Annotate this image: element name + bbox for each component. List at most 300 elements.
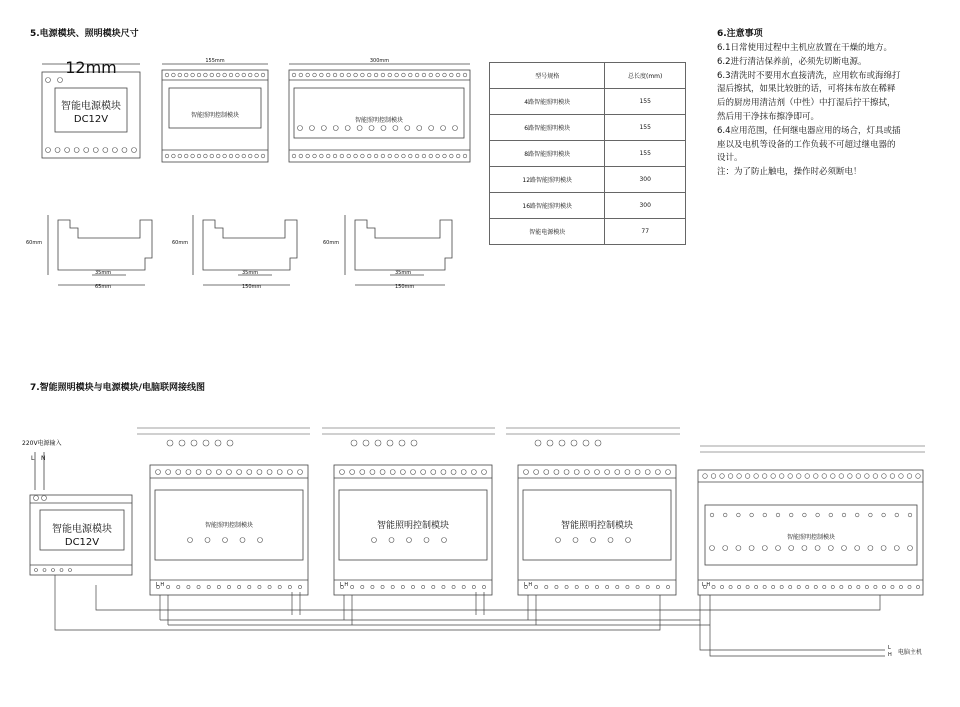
column-header: 型号规格	[490, 63, 605, 89]
table-cell: 12路智能照明模块	[490, 167, 605, 193]
terminal-screw	[374, 154, 378, 158]
terminal-screw	[881, 546, 886, 551]
terminal-screw	[372, 538, 377, 543]
terminal-screw	[367, 73, 371, 77]
terminal-screw	[236, 154, 240, 158]
height-dim: 60mm	[26, 240, 43, 246]
terminal-screw	[402, 73, 406, 77]
dim-label: 300mm	[369, 58, 390, 64]
wiring-module-3-label: 智能照明控制模块	[560, 521, 633, 531]
terminal-screw	[351, 585, 354, 588]
lighting-large-label: 智能照明控制模块	[354, 117, 403, 124]
terminal-screw	[755, 585, 758, 588]
terminal-screw	[74, 148, 79, 153]
table-cell: 155	[605, 89, 686, 115]
terminal-screw	[450, 154, 454, 158]
terminal-screw	[347, 154, 351, 158]
terminal-screw	[255, 73, 259, 77]
terminal-screw	[387, 440, 393, 446]
terminal-screw	[436, 73, 440, 77]
terminal-screw	[210, 154, 214, 158]
terminal-screw	[890, 474, 895, 479]
terminal-screw	[874, 585, 877, 588]
terminal-screw	[395, 154, 399, 158]
terminal-screw	[156, 470, 161, 475]
terminal-screw	[35, 569, 38, 572]
bus-label: L H	[156, 582, 165, 588]
terminal-screw	[178, 73, 182, 77]
terminal-screw	[172, 73, 176, 77]
terminal-screw	[340, 470, 345, 475]
terminal-screw	[422, 154, 426, 158]
terminal-screw	[242, 73, 246, 77]
section7-title: 7.智能照明模块与电源模块/电脑联网接线图	[30, 383, 205, 393]
terminal-screw	[595, 585, 598, 588]
terminal-screw	[482, 585, 485, 588]
dim-label: 155mm	[205, 58, 225, 64]
terminal-screw	[333, 154, 337, 158]
dim-label: 12mm	[65, 58, 117, 77]
terminal-screw	[411, 585, 414, 588]
terminal-screw	[34, 496, 39, 501]
terminal-screw	[248, 585, 251, 588]
terminal-screw	[292, 154, 296, 158]
terminal-screw	[354, 154, 358, 158]
terminal-screw	[608, 538, 613, 543]
terminal-screw	[789, 546, 794, 551]
terminal-screw	[179, 440, 185, 446]
section6-title: 6.注意事项	[717, 29, 763, 39]
terminal-screw	[456, 73, 460, 77]
terminal-screw	[207, 585, 210, 588]
terminal-screw	[571, 440, 577, 446]
terminal-screw	[306, 154, 310, 158]
terminal-screw	[298, 470, 303, 475]
terminal-screw	[237, 470, 242, 475]
terminal-screw	[442, 585, 445, 588]
power-module-label	[55, 100, 127, 126]
terminal-screw	[471, 470, 476, 475]
terminal-screw	[261, 154, 265, 158]
terminal-screw	[856, 474, 861, 479]
terminal-screw	[205, 538, 210, 543]
terminal-screw	[882, 585, 885, 588]
terminal-screw	[176, 470, 181, 475]
terminal-screw	[223, 73, 227, 77]
terminal-screw	[575, 585, 578, 588]
terminal-screw	[779, 474, 784, 479]
terminal-screw	[288, 585, 291, 588]
terminal-screw	[184, 154, 188, 158]
terminal-screw	[666, 585, 669, 588]
terminal-screw	[415, 154, 419, 158]
terminal-screw	[197, 154, 201, 158]
terminal-screw	[326, 73, 330, 77]
module-name: 智能电源模块	[61, 101, 121, 112]
terminal-screw	[655, 470, 660, 475]
terminal-screw	[564, 470, 569, 475]
terminal-screw	[442, 538, 447, 543]
terminal-screw	[93, 148, 98, 153]
terminal-screw	[535, 585, 538, 588]
table-cell: 155	[605, 115, 686, 141]
terminal-screw	[255, 154, 259, 158]
terminal-screw	[441, 470, 446, 475]
terminal-screw	[822, 474, 827, 479]
terminal-screw	[165, 73, 169, 77]
terminal-screw	[216, 154, 220, 158]
width-dim: 150mm	[242, 284, 262, 290]
terminal-screw	[401, 585, 404, 588]
table-cell: 智能电源模块	[490, 219, 605, 245]
terminal-screw	[320, 73, 324, 77]
terminal-screw	[333, 73, 337, 77]
terminal-screw	[763, 585, 766, 588]
terminal-screw	[615, 470, 620, 475]
terminal-screw	[703, 474, 708, 479]
host-L-label: L	[888, 645, 891, 651]
terminal-screw	[645, 470, 650, 475]
terminal-screw	[381, 126, 386, 131]
terminal-screw	[746, 585, 749, 588]
terminal-screw	[227, 440, 233, 446]
terminal-screw	[857, 585, 860, 588]
terminal-screw	[363, 440, 369, 446]
terminal-screw	[361, 585, 364, 588]
terminal-screw	[43, 569, 46, 572]
terminal-screw	[417, 126, 422, 131]
table-cell: 4路智能照明模块	[490, 89, 605, 115]
N-label: N	[41, 455, 46, 462]
terminal-screw	[361, 154, 365, 158]
terminal-screw	[848, 585, 851, 588]
terminal-screw	[371, 585, 374, 588]
module-voltage: DC12V	[73, 114, 109, 125]
wiring-module-4-label: 智能照明控制模块	[786, 534, 835, 541]
terminal-screw	[361, 73, 365, 77]
terminal-screw	[298, 585, 301, 588]
terminal-screw	[908, 585, 911, 588]
terminal-screw	[776, 546, 781, 551]
terminal-screw	[855, 513, 859, 517]
terminal-screw	[762, 474, 767, 479]
terminal-screw	[391, 585, 394, 588]
terminal-screw	[421, 470, 426, 475]
terminal-screw	[388, 73, 392, 77]
terminal-screw	[636, 585, 639, 588]
terminal-screw	[402, 154, 406, 158]
terminal-screw	[816, 513, 820, 517]
terminal-screw	[842, 513, 846, 517]
rail-dim: 35mm	[95, 270, 112, 276]
terminal-screw	[882, 474, 887, 479]
terminal-screw	[831, 585, 834, 588]
terminal-screw	[186, 470, 191, 475]
terminal-screw	[103, 148, 108, 153]
terminal-screw	[375, 440, 381, 446]
terminal-screw	[729, 585, 732, 588]
terminal-screw	[780, 585, 783, 588]
width-dim: 150mm	[395, 284, 415, 290]
L-label: L	[31, 455, 35, 462]
terminal-screw	[916, 474, 921, 479]
terminal-screw	[204, 154, 208, 158]
terminal-screw	[309, 126, 314, 131]
terminal-screw	[299, 73, 303, 77]
terminal-screw	[584, 470, 589, 475]
terminal-screw	[605, 470, 610, 475]
note-line: 6.4应用范围，任何继电器应用的场合，灯具或插	[717, 125, 901, 136]
terminal-screw	[405, 126, 410, 131]
terminal-screw	[422, 73, 426, 77]
wiring-module-2-label: 智能照明控制模块	[376, 521, 449, 531]
terminal-screw	[204, 73, 208, 77]
terminal-screw	[873, 474, 878, 479]
wiring-module-1	[150, 465, 308, 595]
terminal-screw	[191, 440, 197, 446]
terminal-screw	[443, 154, 447, 158]
terminal-screw	[555, 585, 558, 588]
terminal-screw	[340, 73, 344, 77]
terminal-screw	[247, 470, 252, 475]
terminal-screw	[229, 154, 233, 158]
note-line: 然后用干净抹布擦净即可。	[717, 111, 820, 122]
terminal-screw	[736, 546, 741, 551]
terminal-screw	[635, 470, 640, 475]
terminal-screw	[191, 154, 195, 158]
terminal-screw	[389, 538, 394, 543]
terminal-screw	[223, 154, 227, 158]
terminal-screw	[626, 585, 629, 588]
terminal-screw	[229, 73, 233, 77]
terminal-screw	[737, 513, 741, 517]
terminal-screw	[916, 585, 919, 588]
terminal-screw	[238, 585, 241, 588]
note-line: 6.3清洗时不要用水直接清洗，应用软布或海绵打	[717, 70, 901, 81]
terminal-screw	[388, 154, 392, 158]
terminal-screw	[802, 546, 807, 551]
terminal-screw	[184, 73, 188, 77]
terminal-screw	[216, 73, 220, 77]
terminal-screw	[626, 538, 631, 543]
terminal-screw	[112, 148, 117, 153]
terminal-screw	[55, 148, 60, 153]
terminal-screw	[400, 470, 405, 475]
terminal-screw	[899, 585, 902, 588]
terminal-screw	[831, 474, 836, 479]
terminal-screw	[340, 154, 344, 158]
terminal-screw	[345, 126, 350, 131]
terminal-screw	[534, 470, 539, 475]
terminal-screw	[299, 154, 303, 158]
terminal-screw	[908, 513, 912, 517]
terminal-screw	[167, 440, 173, 446]
terminal-screw	[723, 513, 727, 517]
terminal-screw	[453, 126, 458, 131]
terminal-screw	[646, 585, 649, 588]
terminal-screw	[177, 585, 180, 588]
input-label: 220V电源输入	[22, 440, 62, 447]
terminal-screw	[350, 470, 355, 475]
terminal-screw	[424, 538, 429, 543]
terminal-screw	[595, 470, 600, 475]
terminal-screw	[745, 474, 750, 479]
terminal-screw	[188, 538, 193, 543]
terminal-screw	[58, 78, 63, 83]
terminal-screw	[788, 474, 793, 479]
terminal-screw	[422, 585, 425, 588]
terminal-screw	[411, 470, 416, 475]
height-dim: 60mm	[323, 240, 340, 246]
terminal-screw	[544, 470, 549, 475]
terminal-screw	[894, 546, 899, 551]
terminal-screw	[227, 585, 230, 588]
terminal-screw	[711, 474, 716, 479]
terminal-screw	[789, 585, 792, 588]
note-line: 后的厨房用清洁剂（中性）中打湿后拧干擦拭，	[717, 98, 896, 109]
lighting-small-label: 智能照明控制模块	[190, 112, 239, 119]
terminal-screw	[829, 513, 833, 517]
host-label: 电脑主机	[898, 649, 923, 656]
width-dim: 65mm	[95, 284, 112, 290]
terminal-screw	[456, 154, 460, 158]
wiring-power-label	[40, 523, 124, 549]
terminal-screw	[842, 546, 847, 551]
terminal-screw	[545, 585, 548, 588]
module-name: 智能电源模块	[52, 524, 112, 535]
terminal-screw	[411, 440, 417, 446]
terminal-screw	[771, 474, 776, 479]
terminal-screw	[908, 546, 913, 551]
terminal-screw	[278, 585, 281, 588]
terminal-screw	[351, 440, 357, 446]
terminal-screw	[666, 470, 671, 475]
terminal-screw	[573, 538, 578, 543]
terminal-screw	[172, 154, 176, 158]
table-cell: 300	[605, 193, 686, 219]
table-cell: 16路智能照明模块	[490, 193, 605, 219]
terminal-screw	[354, 73, 358, 77]
terminal-screw	[865, 474, 870, 479]
terminal-screw	[789, 513, 793, 517]
terminal-screw	[848, 474, 853, 479]
terminal-screw	[899, 474, 904, 479]
terminal-screw	[46, 148, 51, 153]
terminal-screw	[441, 126, 446, 131]
terminal-screw	[69, 569, 72, 572]
table-cell: 6路智能照明模块	[490, 115, 605, 141]
terminal-screw	[606, 585, 609, 588]
bus-label: L H	[340, 582, 349, 588]
terminal-screw	[65, 148, 70, 153]
terminal-screw	[166, 470, 171, 475]
wiring-module-1-label: 智能照明控制模块	[204, 522, 253, 529]
terminal-screw	[462, 585, 465, 588]
terminal-screw	[776, 513, 780, 517]
bus-label: L H	[524, 582, 533, 588]
load-bus-lines	[137, 428, 925, 452]
terminal-screw	[321, 126, 326, 131]
terminal-screw	[240, 538, 245, 543]
terminal-screw	[797, 585, 800, 588]
terminal-screw	[574, 470, 579, 475]
terminal-screw	[625, 470, 630, 475]
terminal-screw	[407, 538, 412, 543]
terminal-screw	[452, 585, 455, 588]
terminal-screw	[806, 585, 809, 588]
terminal-screw	[367, 154, 371, 158]
terminal-screw	[215, 440, 221, 446]
terminal-screw	[248, 154, 252, 158]
terminal-screw	[187, 585, 190, 588]
terminal-screw	[313, 154, 317, 158]
terminal-screw	[84, 148, 89, 153]
terminal-screw	[749, 546, 754, 551]
terminal-screw	[839, 474, 844, 479]
terminal-screw	[754, 474, 759, 479]
terminal-screw	[882, 513, 886, 517]
note-line: 6.2进行清洁保养前，必须先切断电源。	[717, 56, 867, 67]
terminal-screw	[535, 440, 541, 446]
terminal-screw	[805, 474, 810, 479]
note-line: 座以及电机等设备的工作负载不可超过继电器的	[717, 139, 896, 150]
terminal-screw	[399, 440, 405, 446]
terminal-screw	[429, 73, 433, 77]
terminal-screw	[554, 470, 559, 475]
table-cell: 300	[605, 167, 686, 193]
terminal-screw	[210, 73, 214, 77]
terminal-screw	[585, 585, 588, 588]
terminal-screw	[547, 440, 553, 446]
rail-dim: 35mm	[395, 270, 412, 276]
terminal-screw	[333, 126, 338, 131]
terminal-screw	[865, 585, 868, 588]
terminal-screw	[320, 154, 324, 158]
terminal-screw	[258, 585, 261, 588]
terminal-screw	[197, 585, 200, 588]
terminal-screw	[772, 585, 775, 588]
terminal-screw	[298, 126, 303, 131]
terminal-screw	[287, 470, 292, 475]
terminal-screw	[408, 73, 412, 77]
terminal-screw	[227, 470, 232, 475]
terminal-screw	[656, 585, 659, 588]
terminal-screw	[559, 440, 565, 446]
terminal-screw	[206, 470, 211, 475]
terminal-screw	[390, 470, 395, 475]
module-voltage: DC12V	[64, 537, 100, 548]
terminal-screw	[813, 474, 818, 479]
terminal-screw	[132, 148, 137, 153]
terminal-screw	[196, 470, 201, 475]
terminal-screw	[191, 73, 195, 77]
terminal-screw	[223, 538, 228, 543]
terminal-screw	[710, 513, 714, 517]
terminal-screw	[524, 470, 529, 475]
terminal-screw	[370, 470, 375, 475]
terminal-screw	[203, 440, 209, 446]
table-cell: 155	[605, 141, 686, 167]
terminal-screw	[236, 73, 240, 77]
terminal-screw	[313, 73, 317, 77]
terminal-screw	[436, 154, 440, 158]
terminal-screw	[828, 546, 833, 551]
wiring-power-module	[30, 452, 132, 575]
terminal-screw	[815, 546, 820, 551]
note-warning: 注：为了防止触电，操作时必须断电！	[717, 167, 862, 178]
terminal-screw	[869, 513, 873, 517]
terminal-screw	[868, 546, 873, 551]
